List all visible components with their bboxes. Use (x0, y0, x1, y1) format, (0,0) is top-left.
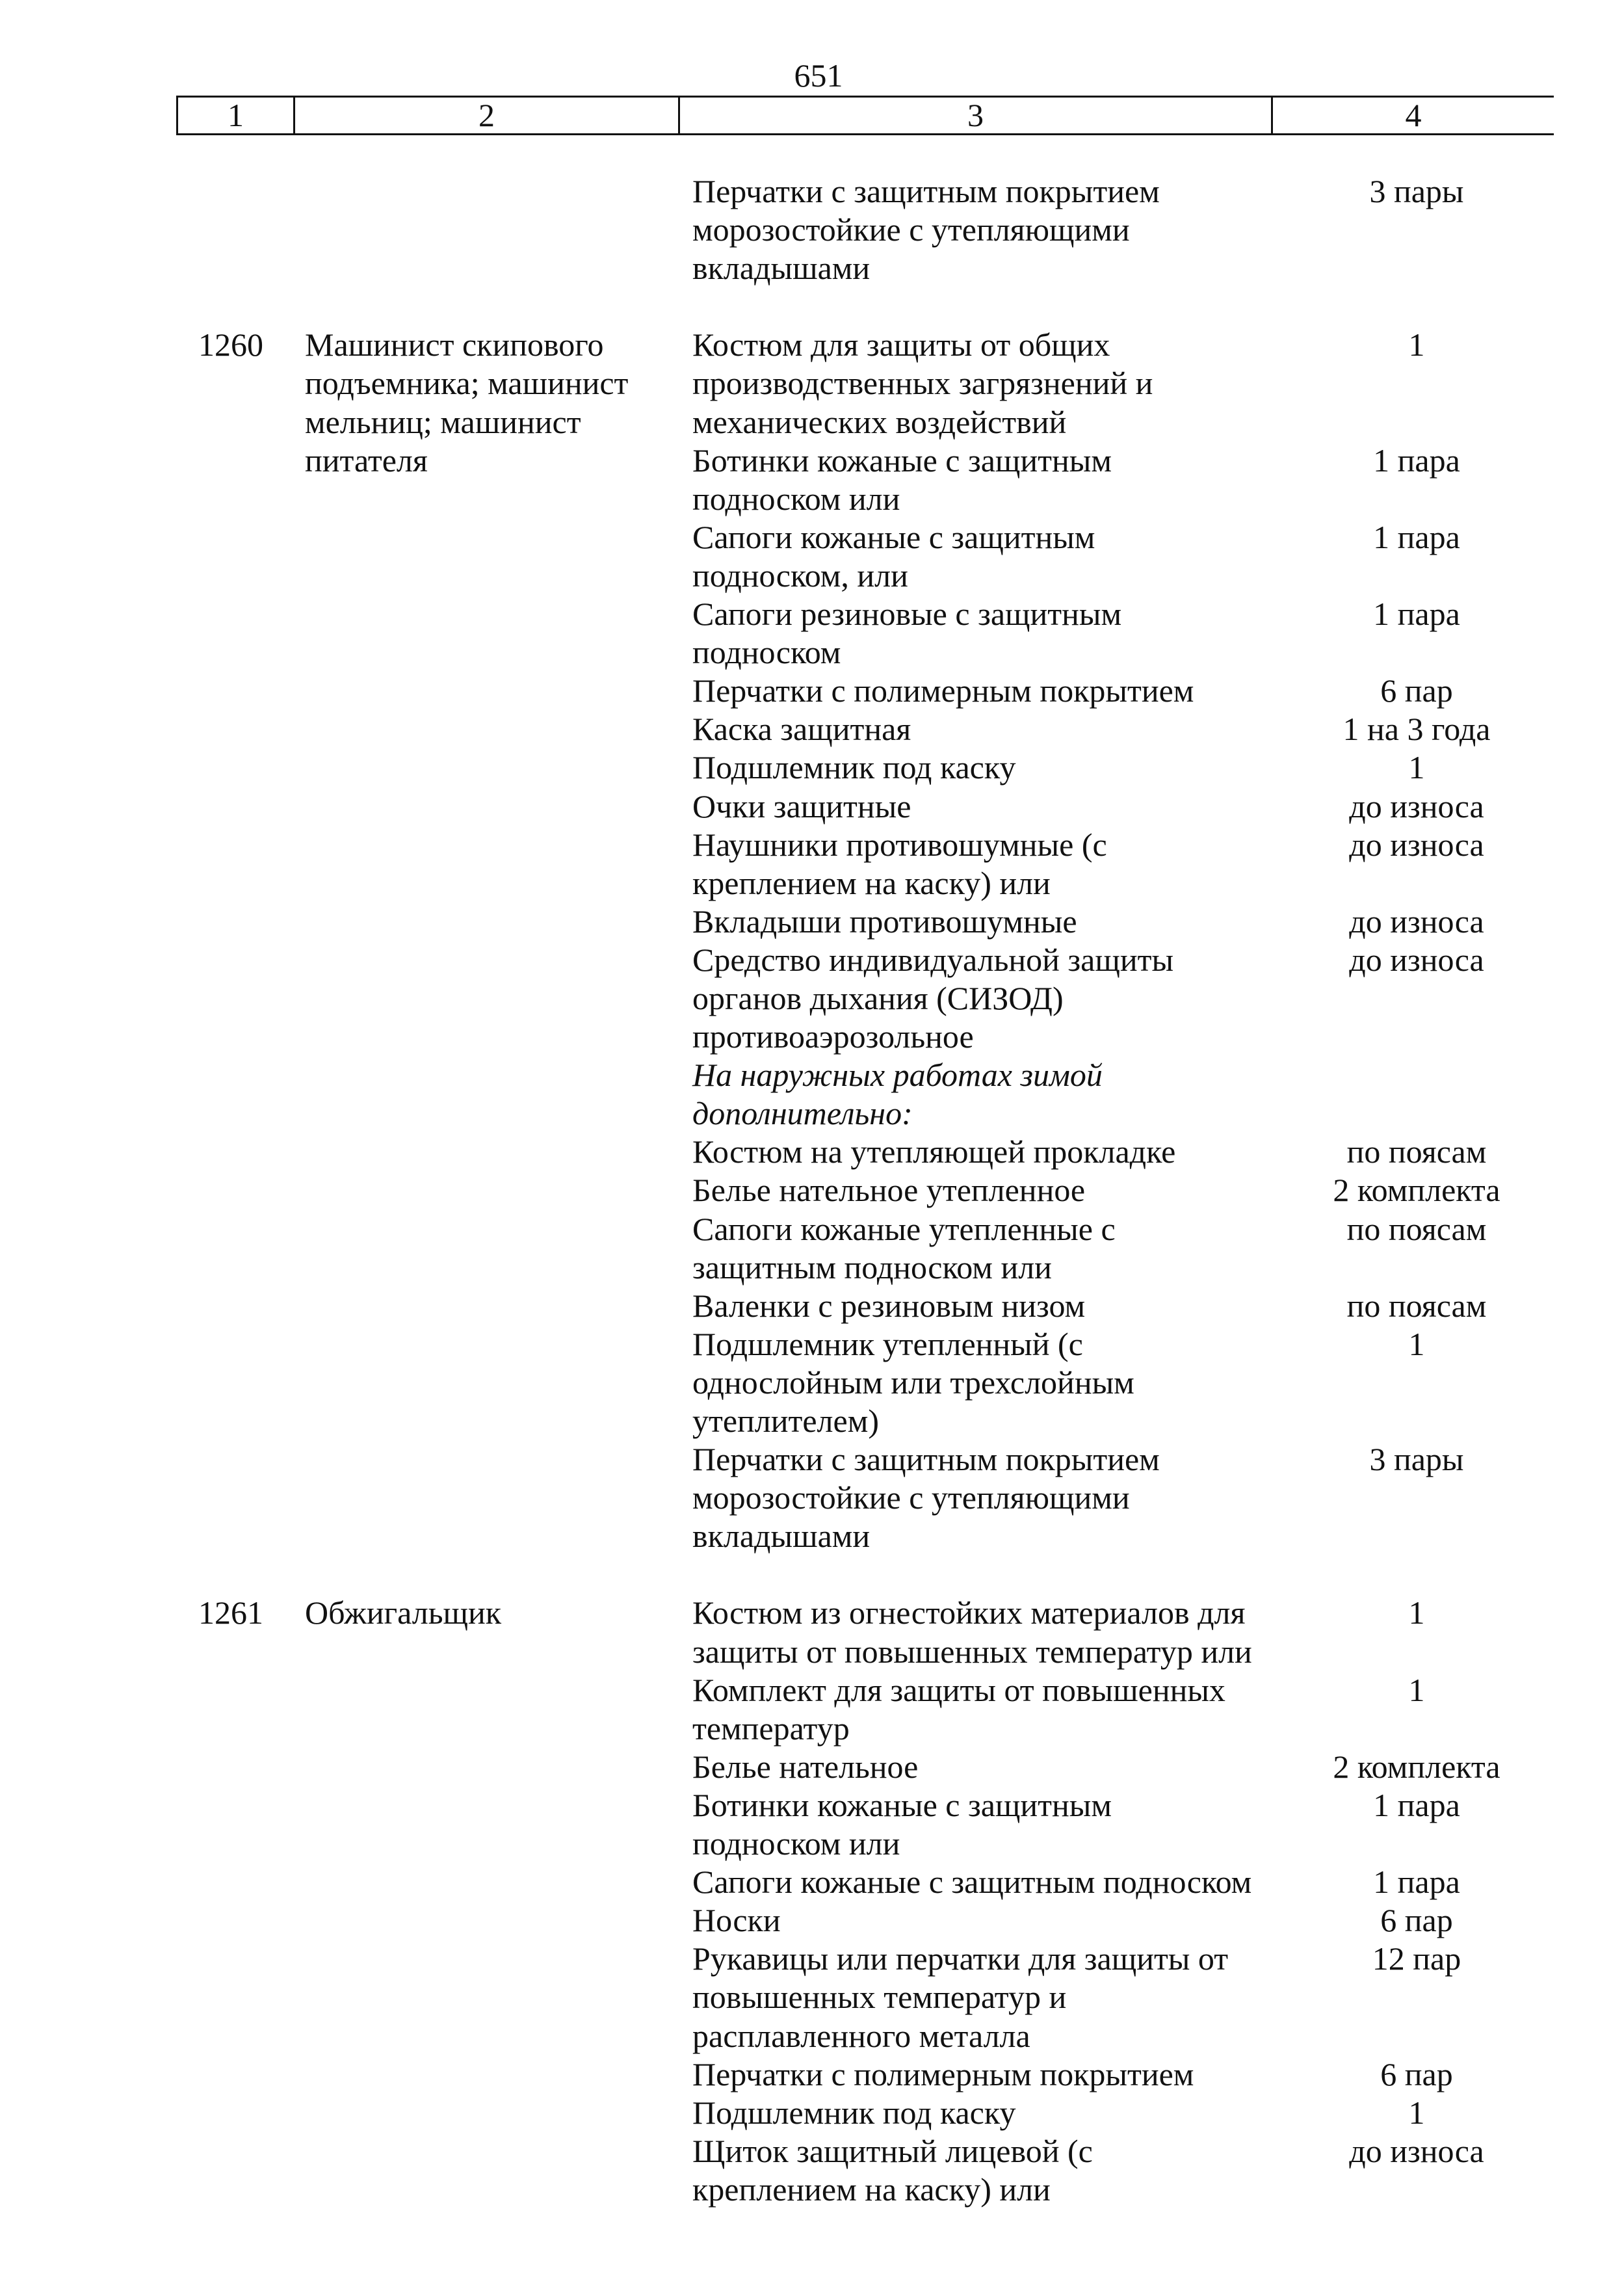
ppe-item-norm: 1 пара (1373, 518, 1460, 555)
ppe-item (692, 2132, 1562, 2209)
table-body (0, 172, 1624, 2209)
header-cell-3: 3 (678, 98, 1271, 133)
table-header (176, 96, 1554, 135)
ppe-item-name: Белье нательное утепленное (692, 1172, 1086, 1209)
ppe-item-norm: 2 комплекта (1333, 1748, 1500, 1785)
ppe-item (692, 1210, 1562, 1287)
ppe-item-name: Перчатки с защитным покрытием морозостойкие с утепляющими вкладышами (692, 173, 1160, 287)
ppe-item-norm: 3 пары (1369, 173, 1464, 209)
ppe-item (692, 1133, 1562, 1171)
ppe-item-norm: 6 пар (1380, 672, 1453, 709)
ppe-item-name: Каска защитная (692, 711, 911, 748)
ppe-item-norm: 12 пар (1372, 1940, 1461, 1977)
ppe-item-norm: 1 пара (1373, 1786, 1460, 1823)
ppe-item (692, 1287, 1562, 1325)
ppe-item (692, 1594, 1562, 1670)
ppe-item-norm: до износа (1349, 826, 1484, 863)
ppe-item-name: Наушники противошумные (с креплением на каску) или (692, 826, 1107, 901)
ppe-item (692, 1671, 1562, 1748)
ppe-item-norm: 1 (1408, 2094, 1425, 2131)
ppe-item-name: Перчатки с защитным покрытием морозостойкие с утепляющими вкладышами (692, 1441, 1160, 1555)
ppe-item-norm: по поясам (1346, 1133, 1487, 1170)
ppe-item (692, 1863, 1562, 1901)
ppe-item-name: Подшлемник под каску (692, 2094, 1016, 2131)
ppe-item-norm: до износа (1349, 787, 1484, 825)
ppe-item (692, 1325, 1562, 1440)
ppe-item (692, 1940, 1562, 2055)
ppe-item-norm: 1 (1408, 1594, 1425, 1631)
ppe-item (692, 1748, 1562, 1786)
ppe-item-name: Щиток защитный лицевой (с креплением на каску) или (692, 2132, 1093, 2208)
header-cell-2: 2 (293, 98, 678, 133)
entry-number: 1260 (198, 326, 263, 363)
header-cell-1: 1 (176, 98, 293, 133)
ppe-item-norm: 2 комплекта (1333, 1172, 1500, 1209)
ppe-item-list (692, 326, 1562, 1555)
ppe-item-list (692, 1594, 1562, 2209)
ppe-item (692, 903, 1562, 941)
ppe-item-norm: по поясам (1346, 1210, 1487, 1247)
section-note: На наружных работах зимой дополнительно: (692, 1057, 1103, 1132)
ppe-item-norm: 6 пар (1380, 1902, 1453, 1939)
ppe-item-norm: 3 пары (1369, 1441, 1464, 1478)
ppe-item-norm: 6 пар (1380, 2055, 1453, 2092)
ppe-item-name: Сапоги кожаные с защитным подноском (692, 1864, 1252, 1901)
ppe-item-norm: 1 пара (1373, 1864, 1460, 1901)
ppe-item-name: Сапоги резиновые с защитным подноском (692, 596, 1122, 671)
table-row-continuation (0, 172, 1624, 287)
ppe-item-name: Сапоги кожаные с защитным подноском, или (692, 518, 1095, 594)
ppe-item-norm: 1 пара (1373, 596, 1460, 633)
ppe-item-name: Ботинки кожаные с защитным подноском или (692, 442, 1112, 517)
ppe-item-name: Комплект для защиты от повышенных температур (692, 1671, 1225, 1747)
ppe-item (692, 595, 1562, 672)
ppe-item-name: Подшлемник под каску (692, 749, 1016, 786)
ppe-item (692, 2094, 1562, 2132)
ppe-item-norm: 1 (1408, 1671, 1425, 1708)
ppe-item-name: Костюм из огнестойких материалов для защиты от повышенных температур или (692, 1594, 1252, 1670)
section-note-row (692, 1056, 1562, 1133)
ppe-item-norm: 1 пара (1373, 442, 1460, 479)
ppe-item-norm: 1 (1408, 326, 1425, 363)
profession-name: Обжигальщик (305, 1594, 502, 1631)
ppe-item (692, 1171, 1562, 1209)
ppe-item (692, 748, 1562, 787)
ppe-item (692, 787, 1562, 826)
ppe-item-norm: до износа (1349, 903, 1484, 940)
ppe-item (692, 172, 1562, 287)
ppe-item (692, 1901, 1562, 1940)
ppe-item (692, 2055, 1562, 2094)
ppe-item (692, 518, 1562, 595)
ppe-item-norm: 1 (1408, 1325, 1425, 1362)
ppe-item (692, 672, 1562, 710)
ppe-item-name: Ботинки кожаные с защитным подноском или (692, 1786, 1112, 1862)
page-number: 651 (794, 57, 843, 94)
ppe-item-name: Костюм на утепляющей прокладке (692, 1133, 1176, 1170)
ppe-item (692, 326, 1562, 441)
ppe-item-name: Вкладыши противошумные (692, 903, 1077, 940)
ppe-item-norm: до износа (1349, 941, 1484, 978)
ppe-item-name: Перчатки с полимерным покрытием (692, 2055, 1194, 2092)
profession-name: Машинист скипового подъемника; машинист мельниц; машинист питателя (305, 326, 629, 479)
ppe-item-name: Рукавицы или перчатки для защиты от повышенных температур и расплавленного металла (692, 1940, 1229, 2054)
ppe-item-norm: до износа (1349, 2132, 1484, 2169)
entry-number: 1261 (198, 1594, 263, 1631)
ppe-item-norm: 1 (1408, 749, 1425, 786)
ppe-item-name: Костюм для защиты от общих производственных загрязнений и механических воздействий (692, 326, 1153, 440)
ppe-item (692, 710, 1562, 748)
ppe-item-name: Очки защитные (692, 787, 911, 825)
ppe-item-name: Подшлемник утепленный (с однослойным или трехслойным утеплителем) (692, 1325, 1134, 1439)
ppe-item (692, 1786, 1562, 1863)
ppe-item-name: Белье нательное (692, 1748, 919, 1785)
ppe-item-norm: 1 на 3 года (1342, 711, 1491, 748)
ppe-item (692, 442, 1562, 518)
ppe-item-name: Сапоги кожаные утепленные с защитным подноском или (692, 1210, 1116, 1286)
header-cell-4: 4 (1271, 98, 1554, 133)
ppe-item-name: Перчатки с полимерным покрытием (692, 672, 1194, 709)
table-row (0, 1594, 1624, 2209)
ppe-item-name: Носки (692, 1902, 781, 1939)
ppe-item (692, 826, 1562, 903)
ppe-item (692, 1440, 1562, 1555)
ppe-item (692, 941, 1562, 1056)
ppe-item-list (692, 172, 1562, 287)
ppe-item-name: Средство индивидуальной защиты органов дыхания (СИЗОД) противоаэрозольное (692, 941, 1174, 1055)
table-row (0, 326, 1624, 1555)
ppe-item-name: Валенки с резиновым низом (692, 1287, 1086, 1324)
ppe-item-norm: по поясам (1346, 1287, 1487, 1324)
